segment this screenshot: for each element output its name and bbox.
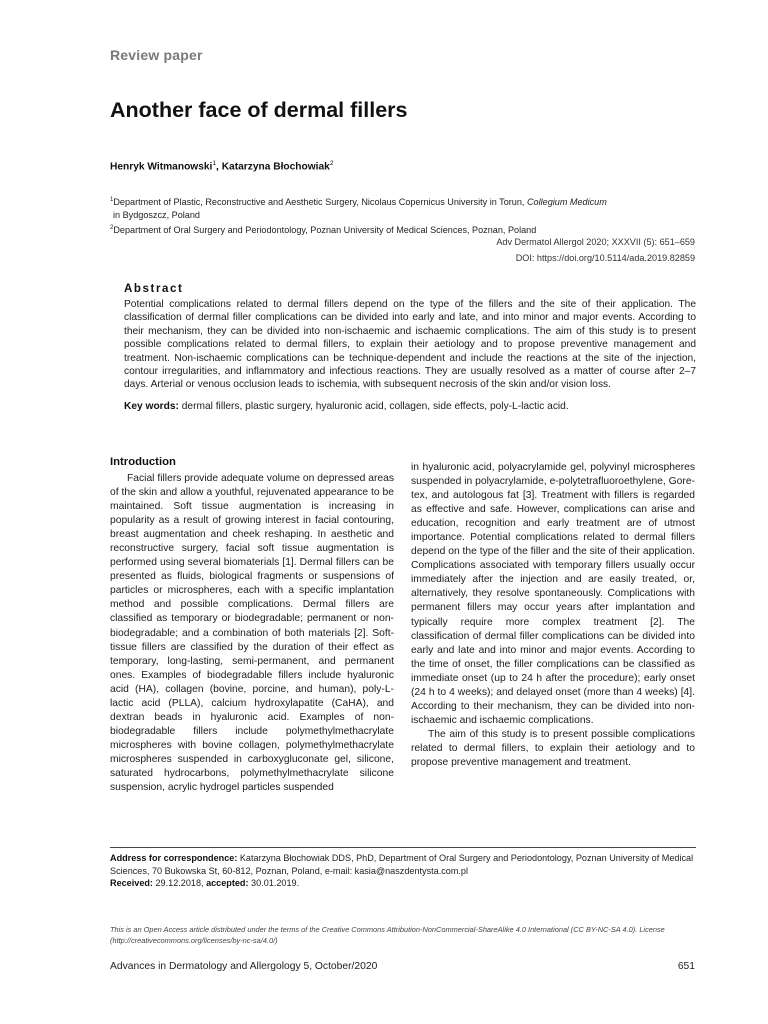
body-paragraph: in hyaluronic acid, polyacrylamide gel, polyvinyl microspheres suspended in polyacrylamide, e-polytetrafluoroethylene, Gore-tex, and autologous fat [3]. Treatment with fillers is regarded as effective and safe. However, complications can arise and education, recognition and early treatment are of utmost importance. Potential complications related to dermal fillers depend on the type of the filler and the site of their application. Complications associated with temporary fillers usually occur immediately after the injection and are easily treated, or, alternatively, they resolve spontaneously. Complications with permanent fillers may occur years after implantation and typically require more complex treatment [2]. The classification of dermal filler complications can be divided into early and late and into minor and major events. According to the time of onset, the filler complications can be classified as immediate onset (up to 24 h after the procedure); early onset (24 h to 4 weeks); and delayed onset (more than 4 weeks) [4]. According to their mechanism, they can be divided into non-ischaemic and ischaemic complications. (411, 462, 695, 726)
affiliations (110, 194, 695, 238)
keywords (124, 400, 696, 413)
received-date: 29.12.2018, (152, 878, 207, 889)
abstract-section (124, 283, 696, 413)
keywords-label: Key words: (124, 400, 179, 412)
affiliation-marker: 1 (110, 197, 114, 203)
body-column-left (110, 456, 394, 795)
accepted-label: accepted: (206, 878, 249, 889)
affiliation-italic: Collegium Medicum (526, 197, 607, 208)
author-list (110, 160, 333, 172)
page-number: 651 (677, 961, 695, 972)
author-separator: , (216, 161, 222, 173)
journal-info (496, 235, 695, 266)
author-name: Katarzyna Błochowiak (221, 161, 330, 173)
affiliation-1 (110, 194, 695, 209)
correspondence-text: Katarzyna Błochowiak DDS, PhD, Department of Oral Surgery and Periodontology, Poznan University of Medical Sciences, 70 Bukowska St, 60-812, Poznan, Poland, e-mail: kasia@naszdentysta.com.pl (110, 853, 694, 876)
citation: Adv Dermatol Allergol 2020; XXXVII (5): 651–659 (496, 237, 695, 247)
affiliation-marker: 1 (212, 160, 217, 167)
author-name: Henryk Witmanowski (110, 161, 213, 173)
article-title: Another face of dermal fillers (110, 98, 408, 122)
abstract-text: Potential complications related to dermal fillers depend on the type of the fillers and the site of their application. The classification of dermal filler complications can be divided into early and late, and into minor and major events. According to their mechanism, they can be divided into non-ischaemic and ischaemic complications. The aim of this study is to present possible complications related to dermal fillers, to explain their aetiology and to propose preventive management and treatment. Non-ischaemic complications can be technique-dependent and include the reactions at the site of the injection, contour irregularities, and inflammatory and infectious reactions. They are usually resolved as a matter of course after 2–7 days. Arterial or venous occlusion leads to ischemia, with subsequent necrosis of the skin and/or vision loss. (124, 299, 696, 391)
footer-journal: Advances in Dermatology and Allergology 5, October/2020 (110, 961, 378, 972)
dates-line (110, 877, 696, 890)
keywords-text: dermal fillers, plastic surgery, hyaluronic acid, collagen, side effects, poly-L-lactic acid. (178, 400, 569, 412)
correspondence-address (110, 852, 696, 877)
accepted-date: 30.01.2019. (248, 878, 300, 889)
body-paragraph: Facial fillers provide adequate volume on depressed areas of the skin and allow a youthful, rejuvenated appearance to be maintained. Soft tissue augmentation is increasing in popularity as a result of growing interest in facial contouring, breast augmentation and cheek reshaping. In aesthetic and reconstructive surgery, facial soft tissue augmentation is performed using several biomaterials [1]. Dermal fillers can be presented as fluids, biological fragments or suspensions of particles or microspheres, each with a specific implantation method and possible complications. Dermal fillers are classified as temporary or biodegradable; permanent or non-biodegradable; and a combination of both materials [2]. Soft-tissue fillers are classified by the duration of their effect as temporary, long-lasting, semi-permanent, and permanent ones. Examples of biodegradable fillers include hyaluronic acid (HA), collagen (bovine, porcine, and human), poly-L-lactic acid (PLLA), calcium hydroxylapatite (CaHA), and dextran beads in hyaluronic acid. Examples of non-biodegradable fillers include polymethylmethacrylate microspheres with bovine collagen, polymethylmethacrylate microspheres suspended in carboxygluconate gel, silicone, saturated hydrocarbons, polymethylmethacrylate silicone suspension, acrylic hydrogel particles suspended (110, 473, 394, 794)
section-label: Review paper (110, 47, 203, 63)
correspondence-label: Address for correspondence: (110, 853, 238, 863)
affiliation-marker: 2 (110, 225, 114, 232)
affiliation-1-line2: in Bydgoszcz, Poland (113, 210, 200, 221)
affiliation-marker: 2 (329, 160, 334, 167)
correspondence-block (110, 852, 696, 890)
body-column-right (411, 461, 695, 770)
license-notice: This is an Open Access article distributed under the terms of the Creative Commons Attribution-NonCommercial-ShareAlike 4.0 International (CC BY-NC-SA 4.0). License (http://creativecommons.org/licenses/by-nc-sa/4.0/) (110, 925, 665, 945)
correspondence-divider (110, 847, 696, 848)
affiliation-text: Department of Oral Surgery and Periodontology, Poznan University of Medical Sciences, Poznan, Poland (113, 225, 537, 236)
doi-link[interactable]: DOI: https://doi.org/10.5114/ada.2019.82859 (515, 252, 695, 263)
section-heading-introduction: Introduction (110, 456, 176, 468)
received-label: Received: (110, 878, 153, 889)
abstract-heading: Abstract (124, 283, 184, 295)
body-paragraph: The aim of this study is to present possible complications related to dermal fillers, to explain their aetiology and to propose preventive management and treatment. (411, 728, 695, 768)
affiliation-text: Department of Plastic, Reconstructive and Aesthetic Surgery, Nicolaus Copernicus University in Torun, (113, 197, 527, 208)
